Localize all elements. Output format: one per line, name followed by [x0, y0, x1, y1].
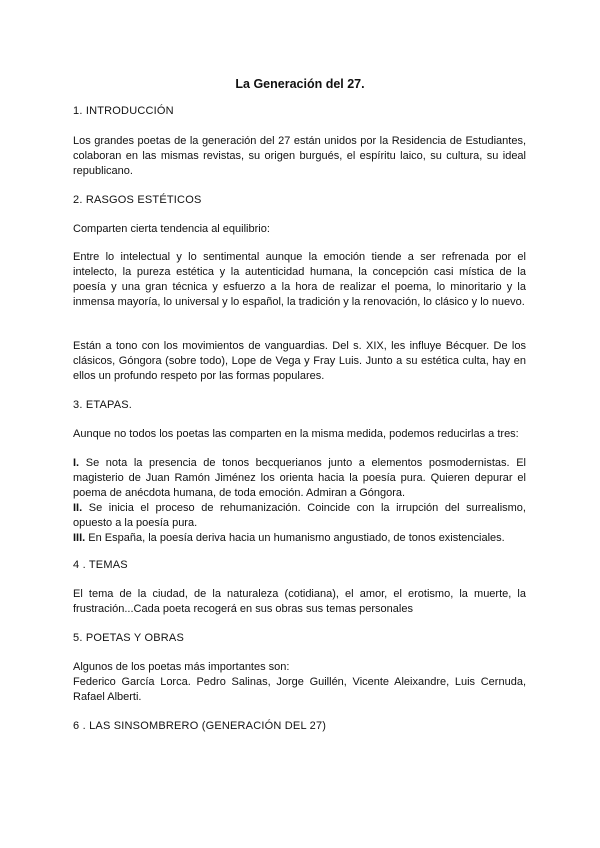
stage-number: I. — [73, 457, 80, 469]
stage-text: Se inicia el proceso de rehumanización. Coincide con la irrupción del surrealismo, opuesto a la poesía pura. — [73, 502, 526, 529]
section-heading-etapas: 3. ETAPAS. — [73, 399, 133, 411]
paragraph-rasgos-equilibrio: Entre lo intelectual y lo sentimental aunque la emoción tiende a ser refrenada por el intelecto, la pureza estética y la autenticidad humana, la concepción casi mística de la poesía y una gran técnica y esfuerzo a la hora de realizar el poema, lo minoritario y la inmensa mayoría, lo universal y lo español, la tradición y la renovación, lo clásico y lo nuevo. — [73, 251, 526, 308]
paragraph-poetas-lista: Federico García Lorca. Pedro Salinas, Jorge Guillén, Vicente Aleixandre, Luis Cernuda, Rafael Alberti. — [73, 676, 526, 703]
stage-text: En España, la poesía deriva hacia un humanismo angustiado, de tonos existenciales. — [85, 532, 505, 544]
section-heading-introduccion: 1. INTRODUCCIÓN — [73, 105, 174, 117]
stage-item-2 — [73, 501, 526, 531]
document-title: La Generación del 27. — [235, 77, 365, 91]
paragraph-introduccion: Los grandes poetas de la generación del 27 están unidos por la Residencia de Estudiantes, colaboran en las mismas revistas, su origen burgués, el espíritu laico, su cultura, su ideal republicano. — [73, 135, 526, 177]
section-heading-poetas: 5. POETAS Y OBRAS — [73, 632, 184, 644]
section-heading-sinsombrero: 6 . LAS SINSOMBRERO (GENERACIÓN DEL 27) — [73, 720, 327, 732]
stage-number: II. — [73, 502, 83, 514]
stage-text: Se nota la presencia de tonos becquerianos junto a elementos posmodernistas. El magisterio de Juan Ramón Jiménez los orienta hacia la poesía pura. Quieren depurar el poema de anécdota humana, de toda emoción. Admiran a Góngora. — [73, 457, 526, 499]
section-heading-temas: 4 . TEMAS — [73, 559, 128, 571]
stages-list — [73, 456, 526, 546]
stage-item-3 — [73, 531, 526, 546]
stage-number: III. — [73, 532, 86, 544]
paragraph-poetas-intro: Algunos de los poetas más importantes son: — [73, 661, 290, 673]
section-heading-rasgos: 2. RASGOS ESTÉTICOS — [73, 194, 202, 206]
paragraph-etapas-intro: Aunque no todos los poetas las comparten en la misma medida, podemos reducirlas a tres: — [73, 428, 519, 440]
paragraph-temas: El tema de la ciudad, de la naturaleza (cotidiana), el amor, el erotismo, la muerte, la frustración...Cada poeta recogerá en sus obras sus temas personales — [73, 588, 526, 615]
stage-item-1 — [73, 456, 526, 501]
paragraph-rasgos-intro: Comparten cierta tendencia al equilibrio: — [73, 223, 270, 235]
paragraph-rasgos-vanguardias: Están a tono con los movimientos de vanguardias. Del s. XIX, les influye Bécquer. De los clásicos, Góngora (sobre todo), Lope de Vega y Fray Luis. Junto a su estética culta, hay en ellos un profundo respeto por las formas populares. — [73, 340, 526, 382]
